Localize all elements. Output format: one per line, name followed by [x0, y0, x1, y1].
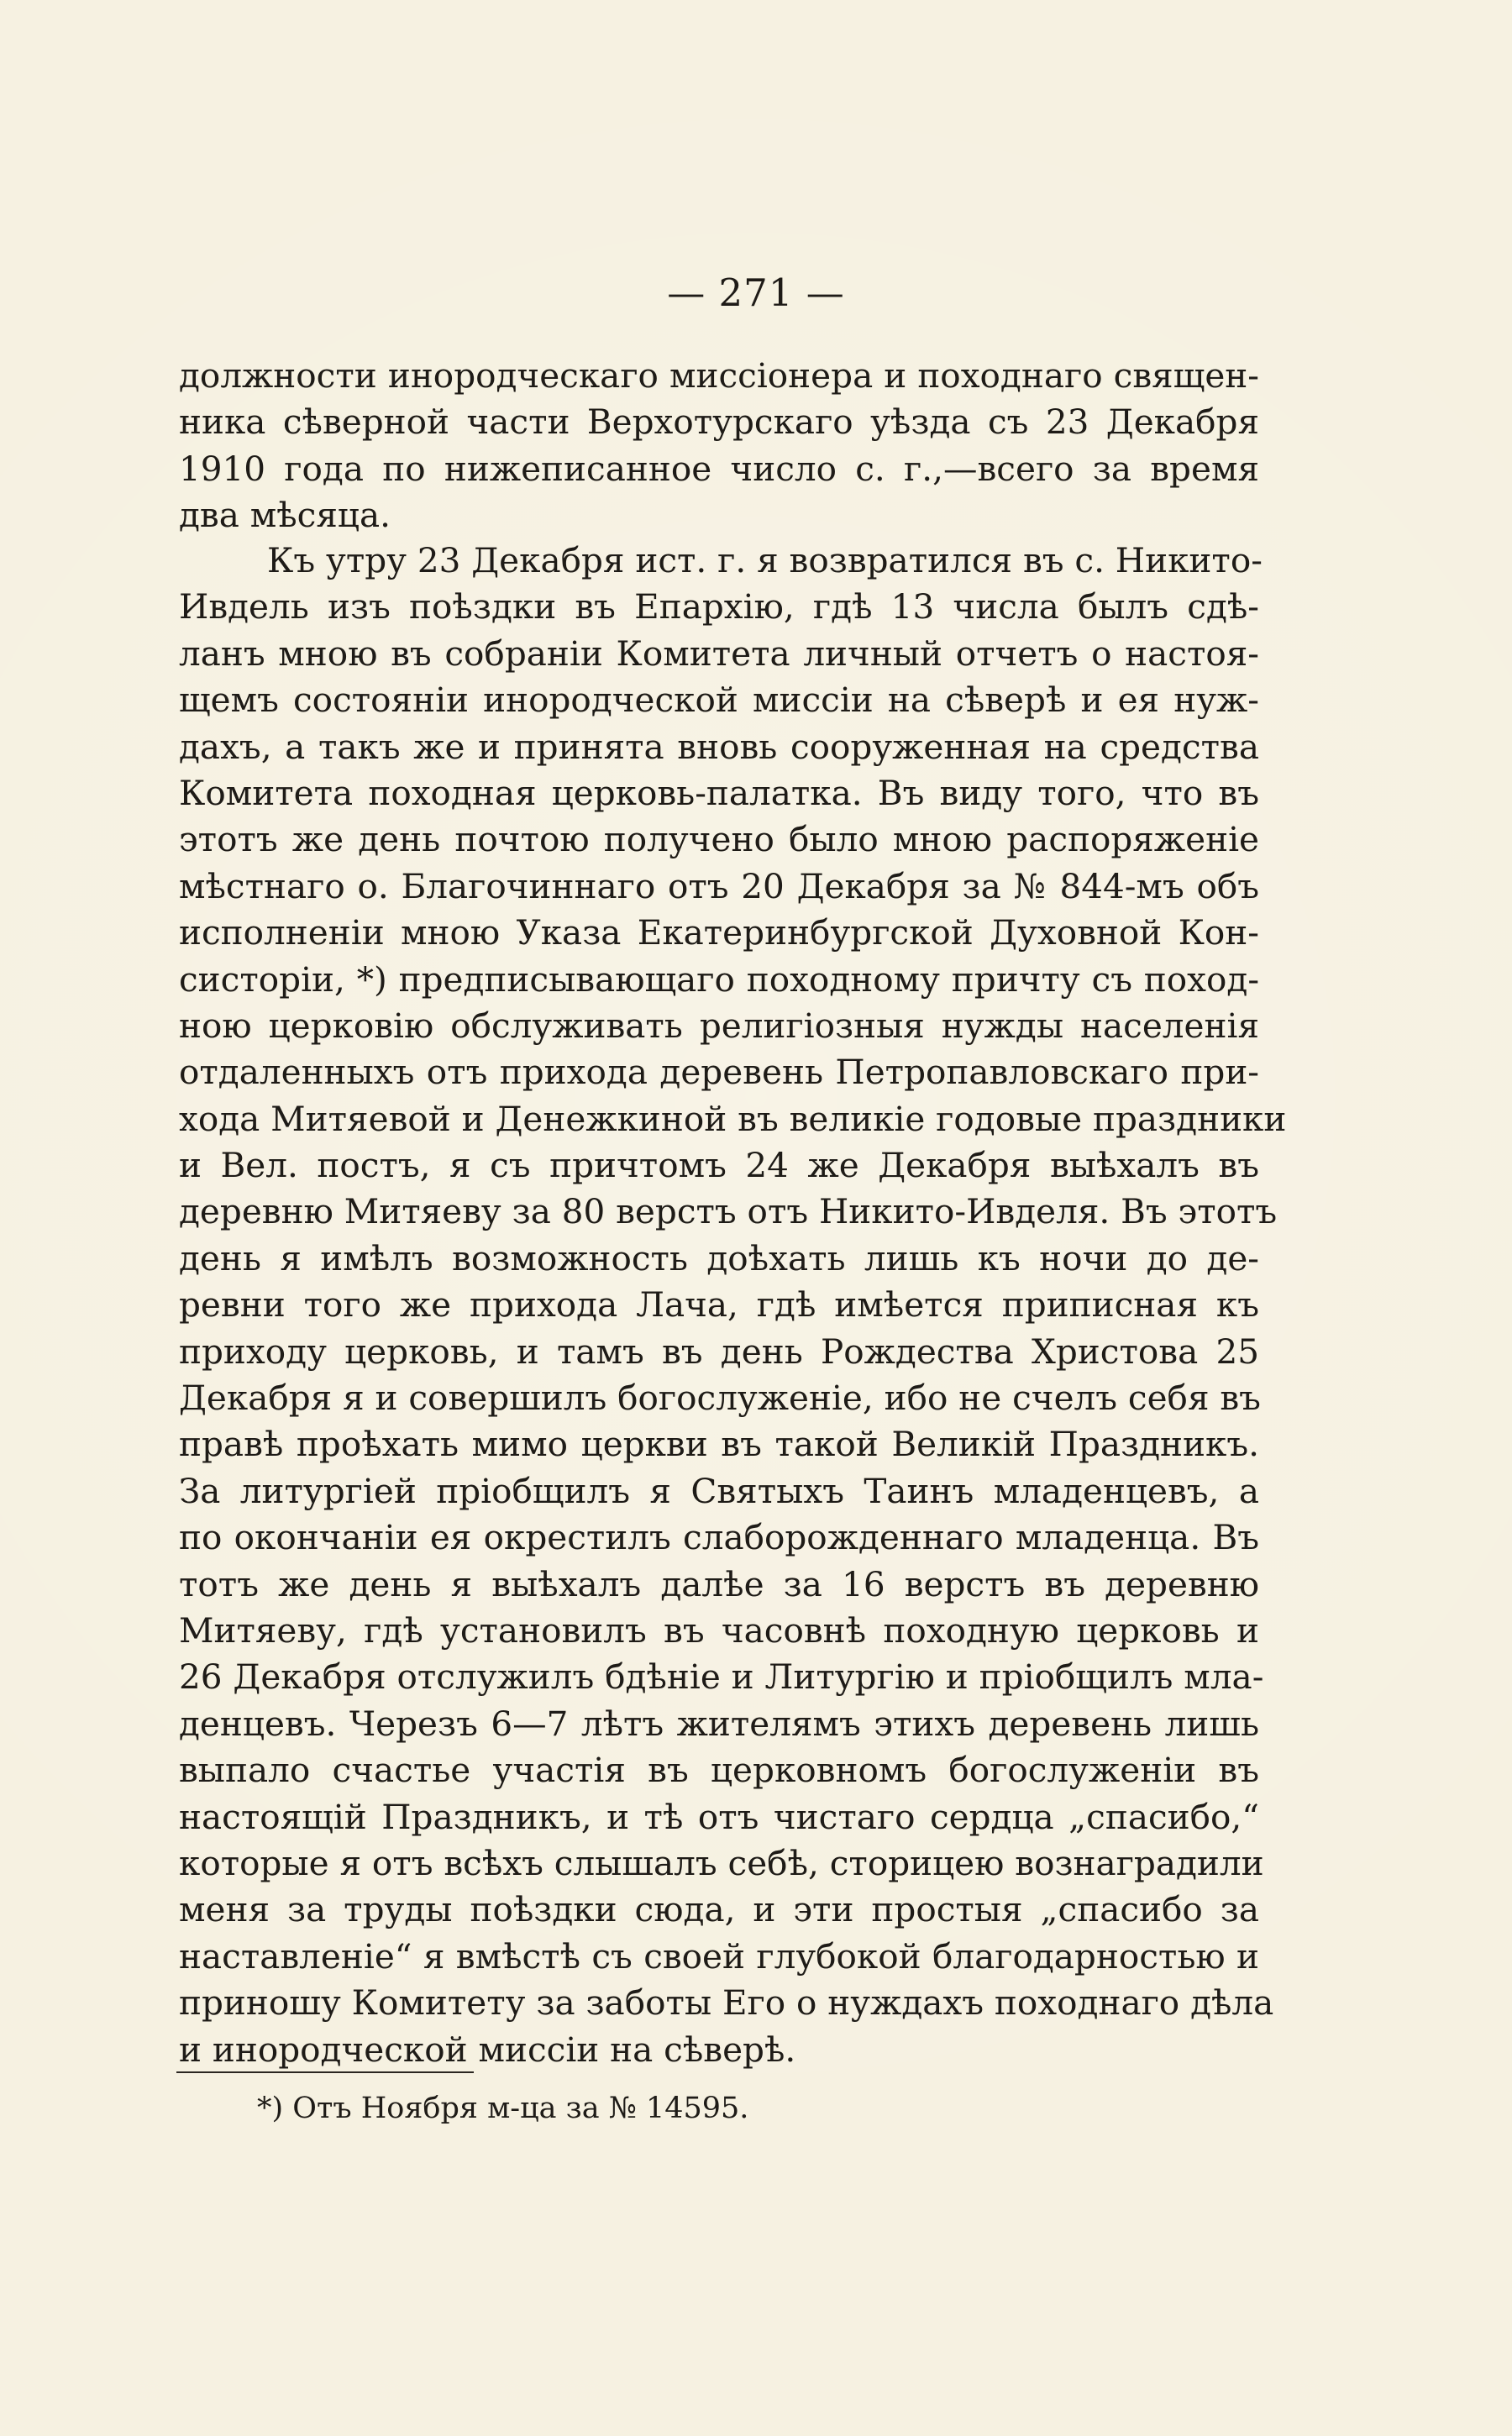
- paragraph-2-line: Митяеву, гдѣ установилъ въ часовнѣ походную церковь и: [179, 1609, 1259, 1651]
- paragraph-1-line: два мѣсяца.: [179, 495, 391, 536]
- paragraph-2-line: которые я отъ всѣхъ слышалъ себѣ, сторицею вознаградили: [179, 1842, 1264, 1883]
- paragraph-2-line: ревни того же прихода Лача, гдѣ имѣется приписная къ: [179, 1284, 1259, 1326]
- paragraph-2-line: хода Митяевой и Денежкиной въ великіе годовые праздники: [179, 1098, 1287, 1139]
- paragraph-2-line: меня за труды поѣздки сюда, и эти простыя „спасибо за: [179, 1889, 1259, 1930]
- paragraph-1-line: должности инородческаго миссіонера и походнаго священ-: [179, 355, 1259, 396]
- paragraph-2-line: и Вел. постъ, я съ причтомъ 24 же Декабря выѣхалъ въ: [179, 1145, 1259, 1186]
- page-number: — 271 —: [667, 270, 845, 315]
- paragraph-2-line: приходу церковь, и тамъ въ день Рождества Христова 25: [179, 1331, 1259, 1372]
- paragraph-2-line: дахъ, а такъ же и принята вновь сооруженная на средства: [179, 726, 1259, 767]
- paragraph-2-line: За литургіей пріобщилъ я Святыхъ Таинъ младенцевъ, а: [179, 1470, 1259, 1511]
- paragraph-2-line: Ивдель изъ поѣздки въ Епархію, гдѣ 13 числа былъ сдѣ-: [179, 586, 1259, 627]
- paragraph-2: [179, 538, 1287, 2073]
- paragraph-2-line: деревню Митяеву за 80 верстъ отъ Никито-Ивделя. Въ этотъ: [179, 1191, 1278, 1232]
- paragraph-2-line: и инородческой миссіи на сѣверѣ.: [179, 2029, 796, 2070]
- footnote: *) Отъ Ноября м-ца за № 14595.: [257, 2092, 749, 2125]
- paragraph-2-line: отдаленныхъ отъ прихода деревень Петропавловскаго при-: [179, 1052, 1259, 1093]
- paragraph-2-line: приношу Комитету за заботы Его о нуждахъ походнаго дѣла: [179, 1982, 1274, 2024]
- paragraph-1-line: ника сѣверной части Верхотурскаго уѣзда съ 23 Декабря: [179, 402, 1259, 443]
- paragraph-2-line: щемъ состояніи инородческой миссіи на сѣверѣ и ея нуж-: [179, 680, 1259, 721]
- paragraph-2-line: систоріи, *) предписывающаго походному причту съ поход-: [179, 958, 1259, 1000]
- paragraph-1-line: 1910 года по нижеписанное число с. г.,—всего за время: [179, 448, 1259, 489]
- paragraph-1: [179, 353, 1259, 539]
- paragraph-2-line: настоящій Праздникъ, и тѣ отъ чистаго сердца „спасибо,“: [179, 1796, 1259, 1837]
- paragraph-2-line: этотъ же день почтою получено было мною распоряженіе: [179, 819, 1259, 860]
- paragraph-2-line: по окончаніи ея окрестилъ слаборожденнаго младенца. Въ: [179, 1517, 1259, 1558]
- paragraph-2-line: исполненіи мною Указа Екатеринбургской Духовной Кон-: [179, 912, 1259, 953]
- paragraph-2-line: Декабря я и совершилъ богослуженіе, ибо не счелъ себя въ: [179, 1378, 1261, 1419]
- paragraph-2-line: ланъ мною въ собраніи Комитета личный отчетъ о настоя-: [179, 633, 1259, 674]
- paragraph-2-line: Къ утру 23 Декабря ист. г. я возвратился въ с. Никито-: [267, 540, 1263, 580]
- paragraph-2-line: выпало счастье участія въ церковномъ богослуженіи въ: [179, 1750, 1259, 1791]
- paragraph-2-line: 26 Декабря отслужилъ бдѣніе и Литургію и пріобщилъ мла-: [179, 1656, 1264, 1698]
- paragraph-2-line: мѣстнаго о. Благочиннаго отъ 20 Декабря за № 844-мъ объ: [179, 865, 1259, 906]
- paragraph-2-line: ною церковію обслуживать религіозныя нужды населенія: [179, 1005, 1259, 1046]
- paragraph-2-line: наставленіе“ я вмѣстѣ съ своей глубокой благодарностью и: [179, 1935, 1259, 1977]
- paragraph-2-line: день я имѣлъ возможность доѣхать лишь къ ночи до де-: [179, 1237, 1259, 1278]
- paragraph-2-line: правѣ проѣхать мимо церкви въ такой Великій Праздникъ.: [179, 1424, 1259, 1465]
- footnote-divider: [176, 2071, 474, 2073]
- paragraph-2-line: денцевъ. Черезъ 6—7 лѣтъ жителямъ этихъ деревень лишь: [179, 1703, 1259, 1744]
- paragraph-2-line: Комитета походная церковь-палатка. Въ виду того, что въ: [179, 772, 1259, 813]
- paragraph-2-line: тотъ же день я выѣхалъ далѣе за 16 верстъ въ деревню: [179, 1563, 1259, 1604]
